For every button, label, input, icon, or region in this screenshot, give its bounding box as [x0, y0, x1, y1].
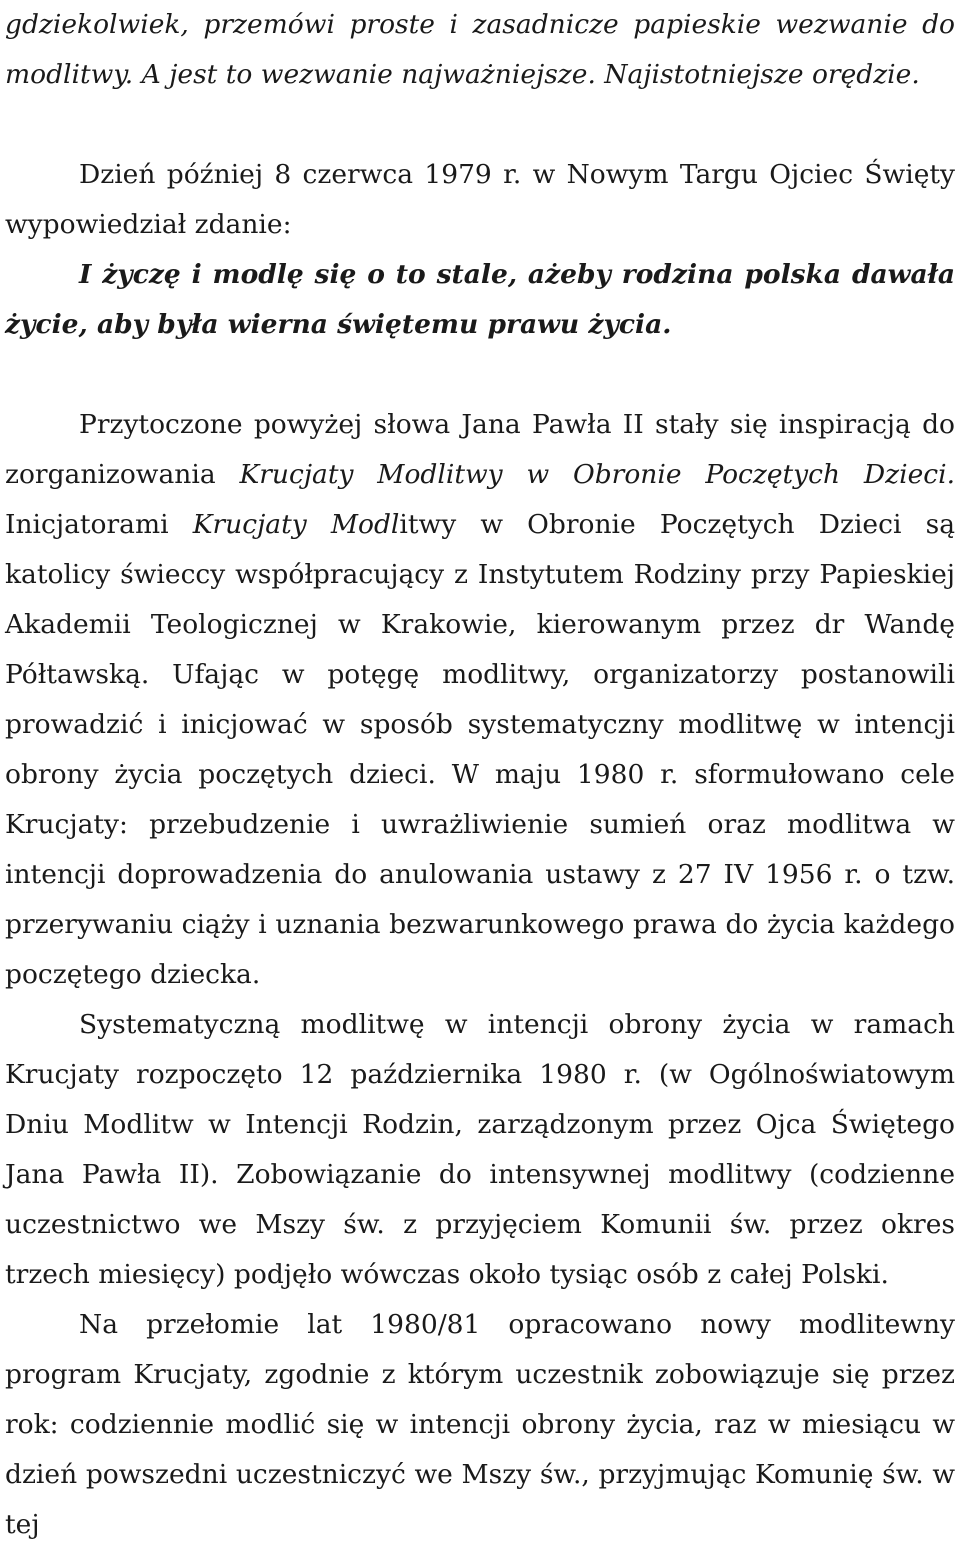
paragraph-systematic-prayer: Systematyczną modlitwę w intencji obrony życia w ramach Krucjaty rozpoczęto 12 października 1980 r. (w Ogólnoświatowym Dniu Modlitw w Intencji Rodzin, zarządzonym przez Ojca Świętego Jana Pawła II). Zobowiązanie do intensywnej modlitwy (codzienne uczestnictwo we Mszy św. z przyjęciem Komunii św. przez okres trzech miesięcy) podjęło wówczas około tysiąc osób z całej Polski. [5, 1009, 955, 1290]
p3-text-a: Przytoczone powyżej słowa Jana Pawła II stały się inspiracją do zorganizowania [5, 409, 955, 490]
document-page [5, 0, 955, 1550]
paragraph-new-program: Na przełomie lat 1980/81 opracowano nowy modlitewny program Krucjaty, zgodnie z którym uczestnik zobowiązuje się przez rok: codziennie modlić się w intencji obrony życia, raz w miesiącu w dzień powszedni uczestniczyć we Mszy św., przyjmując Komunię św. w tej [5, 1309, 955, 1540]
papal-quote: I życzę i modlę się o to stale, ażeby rodzina polska dawała życie, aby była wierna świętemu prawu życia. [5, 259, 955, 340]
p3-text-e: itwy w Obronie Poczętych Dzieci są katolicy świeccy współpracujący z Instytutem Rodziny przy Papieskiej Akademii Teologicznej w Krakowie, kierowanym przez dr Wandę Półtawską. Ufając w potęgę modlitwy, organizatorzy postanowili prowadzić i inicjować w sposób systematyczny modlitwę w intencji obrony życia poczętych dzieci. W maju 1980 r. sformułowano cele Krucjaty: przebudzenie i uwrażliwienie sumień oraz modlitwa w intencji doprowadzenia do anulowania ustawy z 27 IV 1956 r. o tzw. przerywaniu ciąży i uznania bezwarunkowego prawa do życia każdego poczętego dziecka. [5, 509, 955, 990]
paragraph-nowy-targ: Dzień później 8 czerwca 1979 r. w Nowym Targu Ojciec Święty wypowiedział zdanie: [5, 159, 955, 240]
p3-text-c: Inicjatorami [5, 509, 193, 540]
p3-krucjata-partial: Krucjaty Modl [192, 509, 400, 540]
p3-krucjata-name: Krucjaty Modlitwy w Obronie Poczętych Dzieci. [239, 459, 955, 490]
paragraph-krucjata-origin [5, 400, 955, 1000]
paragraph-intro: gdziekolwiek, przemówi proste i zasadnicze papieskie wezwanie do modlitwy. A jest to wezwanie najważniejsze. Najistotniejsze orędzie. [5, 9, 955, 90]
